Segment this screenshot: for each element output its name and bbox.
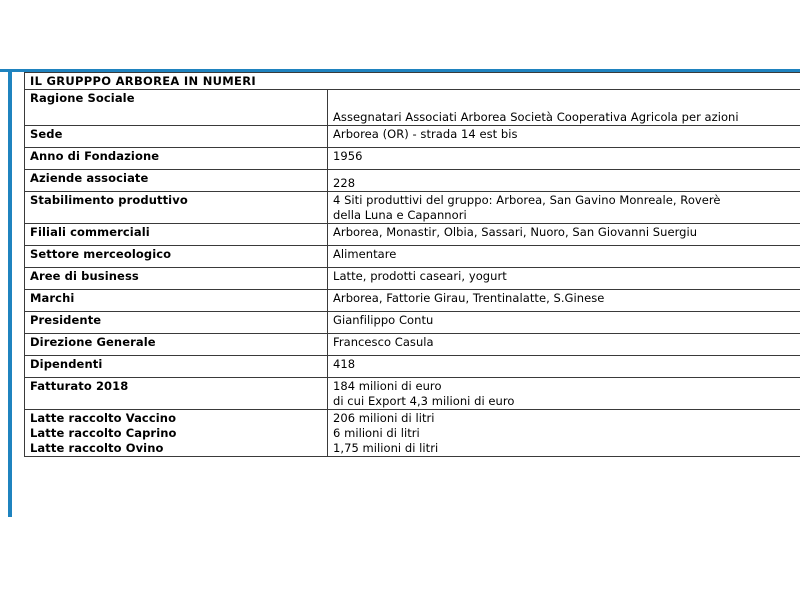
row-label-aziende-associate: Aziende associate (25, 170, 328, 192)
row-value-fatturato-2018 (328, 378, 800, 410)
row-value-dipendenti: 418 (328, 356, 800, 378)
row-value-stabilimento-produttivo (328, 192, 800, 224)
row-label-dipendenti: Dipendenti (25, 356, 328, 378)
table-row (25, 378, 800, 410)
table-row (25, 312, 800, 334)
table-row (25, 90, 800, 126)
row-value-direzione-generale: Francesco Casula (328, 334, 800, 356)
row-value-line-2: di cui Export 4,3 milioni di euro (333, 394, 515, 409)
row-value-settore-merceologico: Alimentare (328, 246, 800, 268)
row-label-stabilimento-produttivo: Stabilimento produttivo (25, 192, 328, 224)
factsheet-table (24, 72, 800, 457)
row-value-marchi: Arborea, Fattorie Girau, Trentinalatte, S.Ginese (328, 290, 800, 312)
row-label-line-caprino: Latte raccolto Caprino (30, 426, 177, 441)
table-row (25, 410, 800, 457)
row-value-latte-raccolto (328, 410, 800, 457)
table-row (25, 126, 800, 148)
row-value-presidente: Gianfilippo Contu (328, 312, 800, 334)
table-title: IL GRUPPPO ARBOREA IN NUMERI (25, 73, 800, 90)
row-value-anno-di-fondazione: 1956 (328, 148, 800, 170)
factsheet-container (24, 72, 800, 457)
table-row (25, 356, 800, 378)
accent-bar-left (8, 69, 12, 517)
row-label-presidente: Presidente (25, 312, 328, 334)
row-value-filiali-commerciali: Arborea, Monastir, Olbia, Sassari, Nuoro, San Giovanni Suergiu (328, 224, 800, 246)
table-title-row (25, 73, 800, 90)
row-label-filiali-commerciali: Filiali commerciali (25, 224, 328, 246)
row-label-sede: Sede (25, 126, 328, 148)
row-value-line-vaccino: 206 milioni di litri (333, 411, 435, 426)
table-row (25, 268, 800, 290)
row-value-line-ovino: 1,75 milioni di litri (333, 441, 439, 456)
row-value-sede: Arborea (OR) - strada 14 est bis (328, 126, 800, 148)
row-label-fatturato-2018: Fatturato 2018 (25, 378, 328, 410)
row-value-line-1: 4 Siti produttivi del gruppo: Arborea, San Gavino Monreale, Roverè (333, 193, 721, 208)
row-label-aree-di-business: Aree di business (25, 268, 328, 290)
row-value-aziende-associate: 228 (328, 170, 800, 192)
row-label-latte-raccolto (25, 410, 328, 457)
row-label-ragione-sociale: Ragione Sociale (25, 90, 328, 126)
row-value-aree-di-business: Latte, prodotti caseari, yogurt (328, 268, 800, 290)
table-row (25, 224, 800, 246)
row-value-ragione-sociale: Assegnatari Associati Arborea Società Cooperativa Agricola per azioni (328, 90, 800, 126)
table-row (25, 290, 800, 312)
row-value-line-caprino: 6 milioni di litri (333, 426, 420, 441)
row-label-line-vaccino: Latte raccolto Vaccino (30, 411, 177, 426)
table-row (25, 170, 800, 192)
row-value-line-1: 184 milioni di euro (333, 379, 442, 394)
table-row (25, 246, 800, 268)
table-row (25, 334, 800, 356)
row-label-direzione-generale: Direzione Generale (25, 334, 328, 356)
row-label-settore-merceologico: Settore merceologico (25, 246, 328, 268)
table-row (25, 192, 800, 224)
row-label-line-ovino: Latte raccolto Ovino (30, 441, 164, 456)
table-row (25, 148, 800, 170)
row-label-anno-di-fondazione: Anno di Fondazione (25, 148, 328, 170)
row-label-marchi: Marchi (25, 290, 328, 312)
row-value-line-2: della Luna e Capannori (333, 208, 467, 223)
